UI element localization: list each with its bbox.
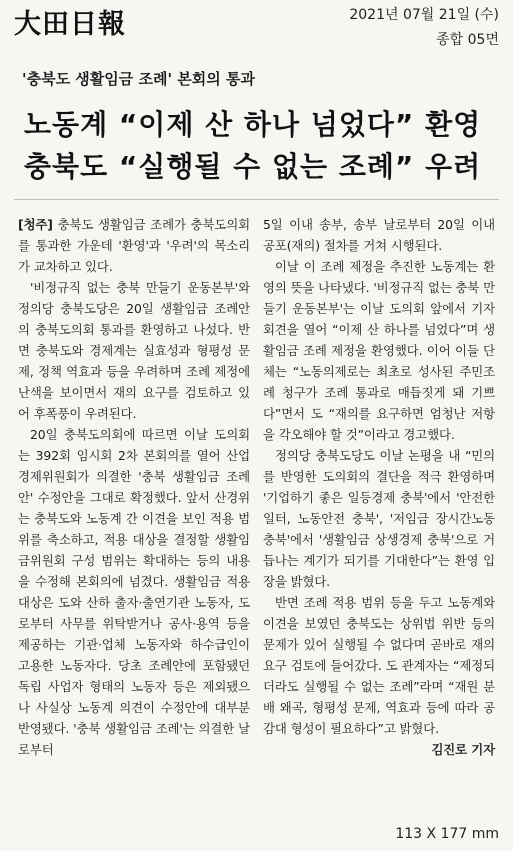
paragraph-text: 충북도 생활임금 조례가 충북도의회를 통과한 가운데 '환영'과 '우려'의 목소리가 교차하고 있다.	[18, 217, 251, 274]
paragraph: 20일 충북도의회에 따르면 이날 도의회는 392회 임시회 2차 본회의를 열어 산업경제위원회가 의결한 '충북 생활임금 조례안' 수정안을 그대로 확정했다. 앞서 산경위는 충북도와 노동계 간 이견을 보인 적용 범위를 축소하고, 적용 대상을 결정할 생활임금위원회 구성 범위는 확대하는 등의 내용을 수정해 본회의에 넘겼다. 생활임금 적용 대상은 도와 산하 출자·출연기관 노동자, 도로부터 사무를 위탁받거나 공사·용역 등을 제공하는 기관·업체 노동자와 하수급인이 고용한 노동자다. 당초 조례안에 포함됐던 독립 사업자 형태의 노동자 등은 제외됐으나 사실상 노동계 의견이 수정안에 대부분 반영됐다. '충북 생활임금 조례'는 의결한 날로부터	[18, 427, 250, 757]
headline-divider	[14, 199, 499, 200]
paragraph	[263, 592, 495, 757]
headline-line-1: 노동계 “이제 산 하나 넘었다” 환영	[24, 108, 482, 141]
dateline: [청주]	[18, 217, 53, 232]
clipping-dimensions: 113 X 177 mm	[395, 826, 499, 842]
byline: 김진로 기자	[431, 742, 495, 757]
paragraph-text: 반면 조례 적용 범위 등을 두고 노동계와 이견을 보였던 충북도는 상위법 위반 등의 문제가 있어 실행될 수 없다며 곧바로 재의 요구 검토에 들어갔다. 도 관계자는 “제정되더라도 실행될 수 없는 조례”라며 “재원 분배 왜곡, 형평성 문제, 역효과 등에 따라 공감대 형성이 필요하다”고 밝혔다.	[263, 595, 495, 736]
paragraph	[18, 214, 250, 277]
article-column-left	[18, 214, 250, 760]
paragraph: '비정규직 없는 충북 만들기 운동본부'와 정의당 충북도당은 20일 생활임금 조례안의 충북도의회 통과를 환영하고 나섰다. 반면 충북도와 경제계는 실효성과 형평성 문제, 정책 역효과 등을 우려하며 조례 제정에 난색을 보이면서 재의 요구를 검토하고 있어 후폭풍이 우려된다.	[18, 280, 250, 421]
headline-line-2: 충북도 “실행될 수 없는 조례” 우려	[24, 150, 482, 183]
paragraph: 이날 이 조례 제정을 추진한 노동계는 환영의 뜻을 나타냈다. '비정규직 없는 충북 만들기 운동본부'는 이날 도의회 앞에서 기자회견을 열어 “이제 산 하나를 넘었다”며 생활임금 조례 제정을 환영했다. 이어 이들 단체는 “노동의제로는 최초로 성사된 주민조례 청구가 조례 통과로 매듭짓게 돼 기쁘다”면서 도 “재의를 요구하면 엄청난 저항을 각오해야 할 것”이라고 경고했다.	[263, 259, 495, 442]
article-kicker: '충북도 생활임금 조례' 본회의 통과	[22, 70, 255, 88]
article-column-right	[263, 214, 495, 760]
newspaper-masthead: 大田日報	[14, 9, 126, 40]
page-info: 종합 05면	[436, 32, 499, 48]
paragraph: 정의당 충북도당도 이날 논평을 내 “민의를 반영한 도의회의 결단을 적극 환영하며 '기업하기 좋은 일등경제 충북'에서 '안전한 일터, 노동안전 충북', '저임금 장시간노동 충북'에서 '생활임금 상생경제 충북'으로 거듭나는 계기가 되기를 기대한다”는 환영 입장을 밝혔다.	[263, 448, 495, 589]
paragraph: 5일 이내 송부, 송부 날로부터 20일 이내 공포(재의) 절차를 거쳐 시행된다.	[263, 217, 495, 253]
publication-date: 2021년 07월 21일 (수)	[349, 7, 499, 23]
